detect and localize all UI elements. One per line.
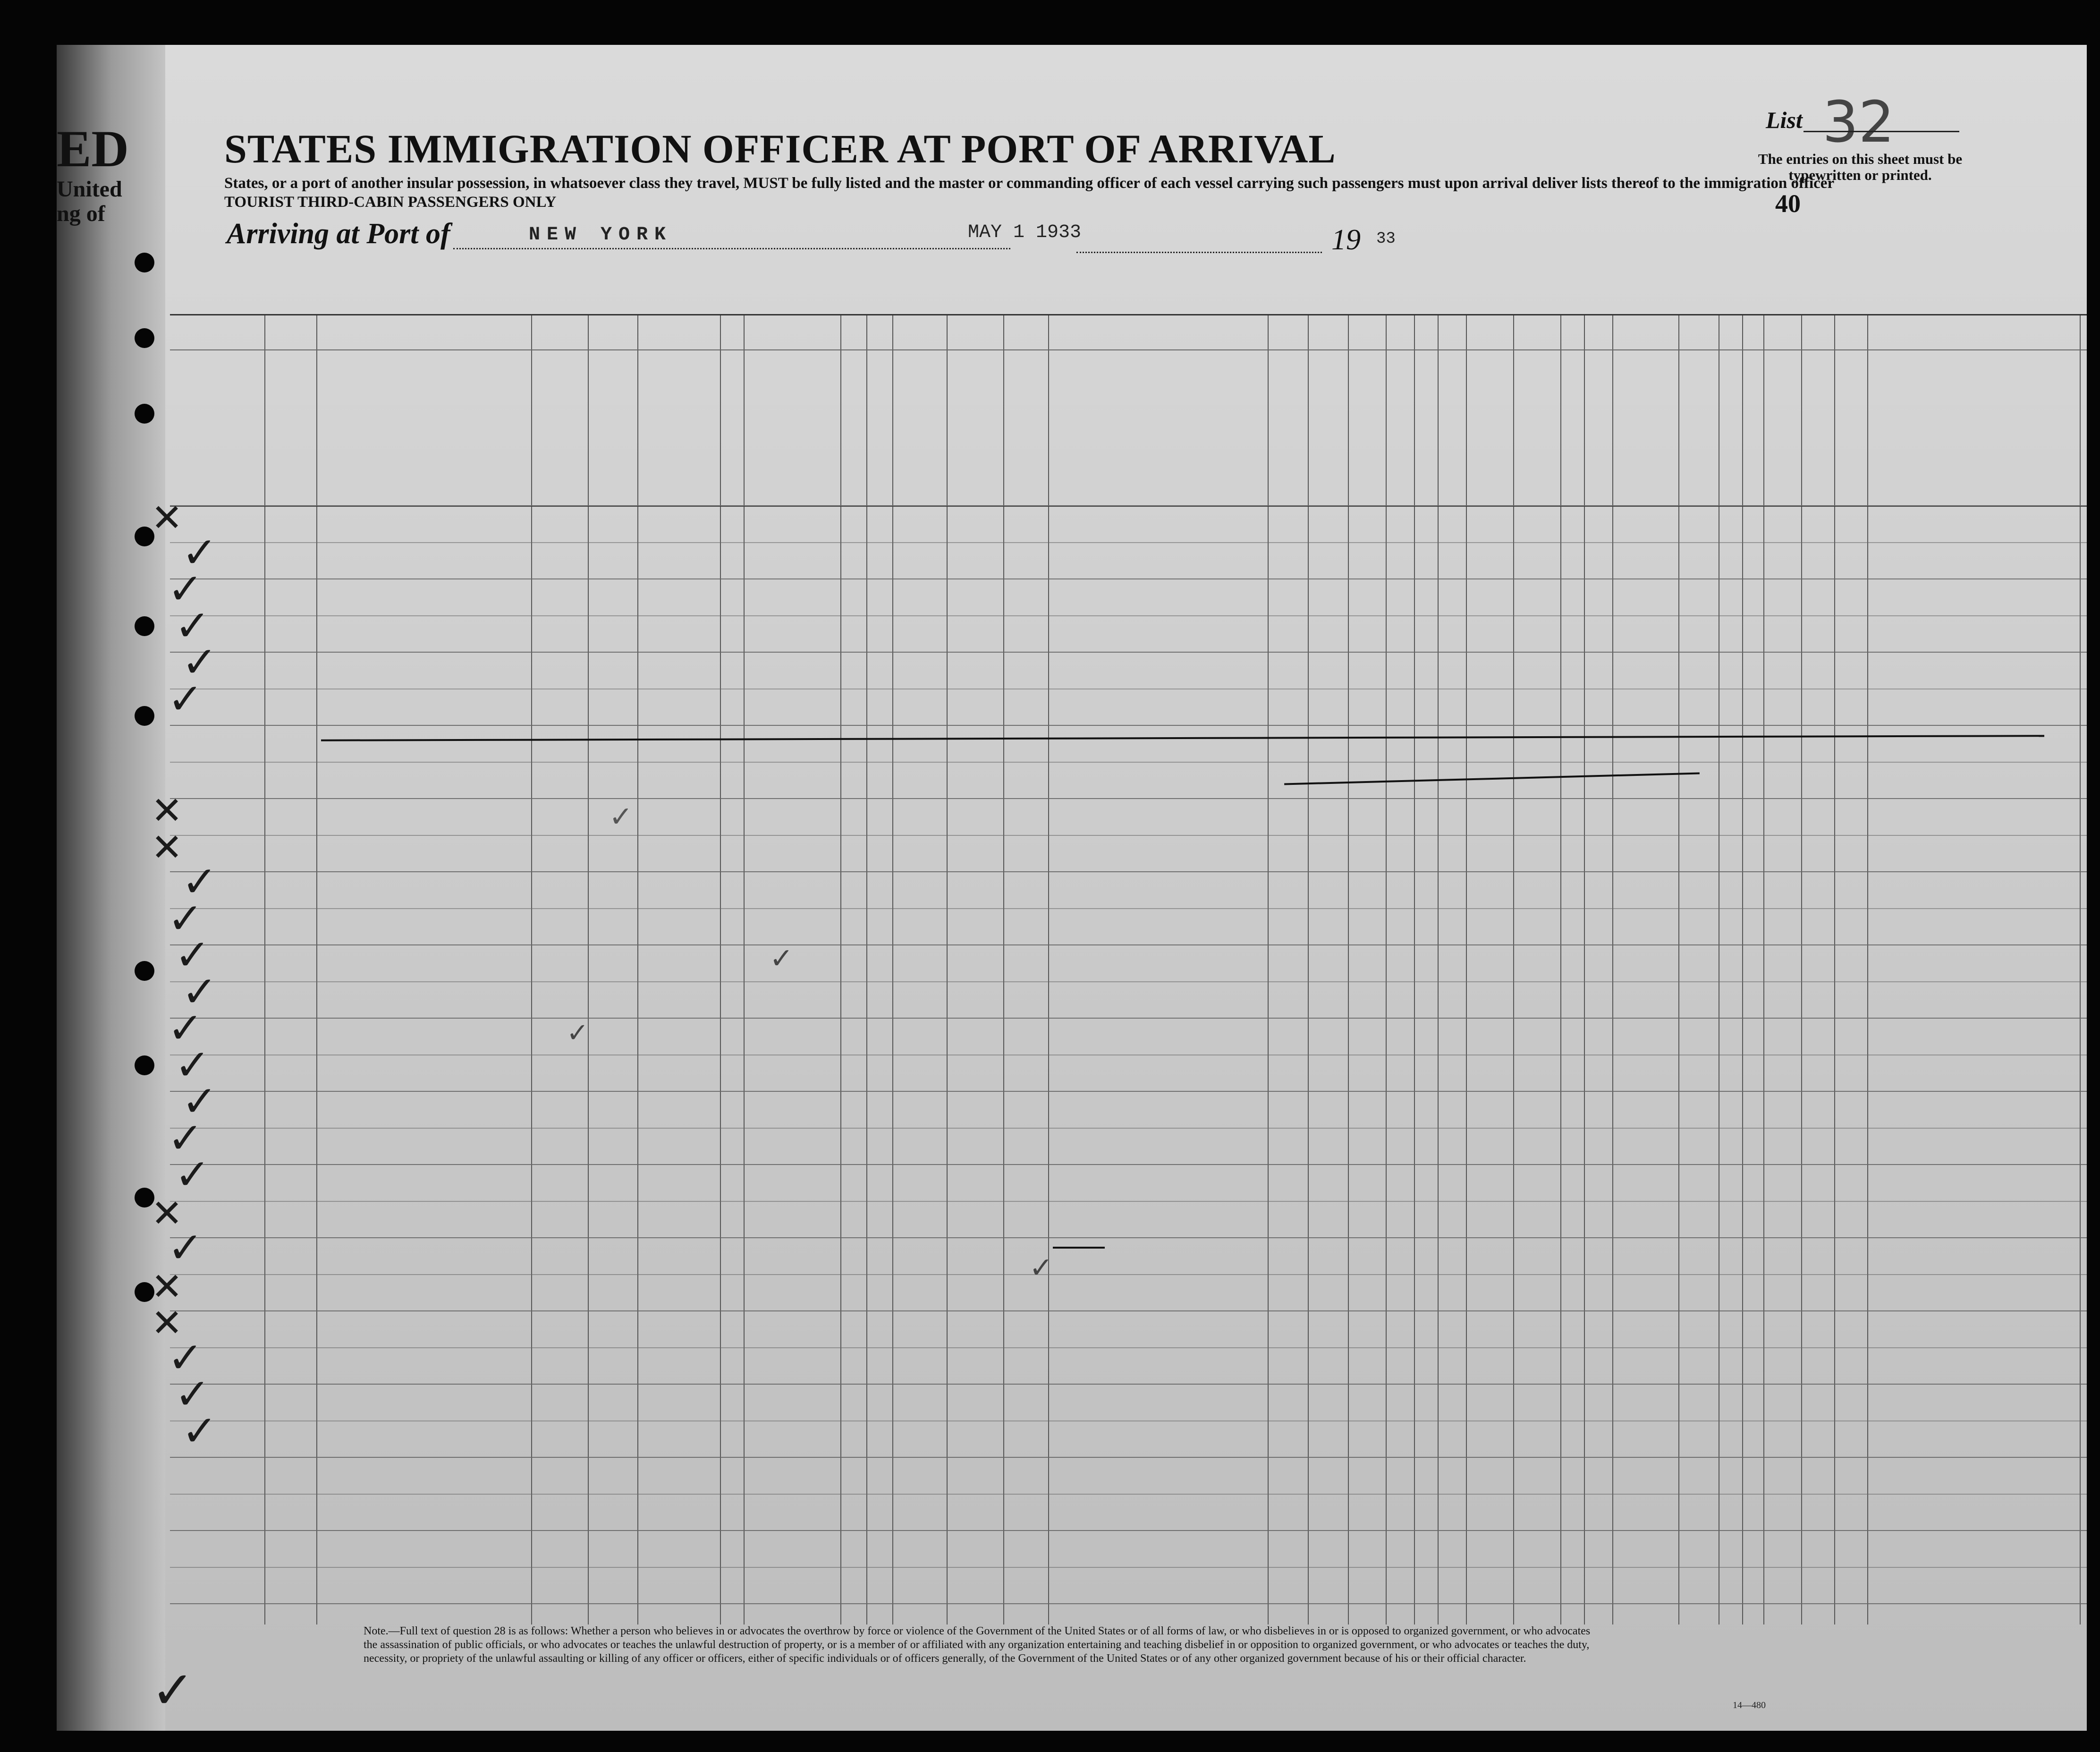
row-rule [170, 505, 2087, 506]
check-mark: ✓ [175, 1150, 211, 1199]
year-prefix: 19 [1331, 224, 1361, 256]
column-rule [1308, 314, 1309, 1624]
row-rule [170, 1494, 2087, 1495]
row-rule [170, 1457, 2087, 1458]
column-rule [1348, 314, 1349, 1624]
row-rule [170, 871, 2087, 872]
column-rule [947, 314, 948, 1624]
column-rule [1867, 314, 1868, 1624]
subtitle-class: TOURIST THIRD-CABIN PASSENGERS ONLY [224, 194, 557, 211]
row-rule [170, 1384, 2087, 1385]
check-mark: ✓ [182, 857, 218, 907]
column-rule [1612, 314, 1613, 1624]
check-mark: ✓ [1029, 1251, 1053, 1284]
row-rule [170, 652, 2087, 653]
column-rule [1386, 314, 1387, 1624]
check-mark: ✓ [168, 1004, 203, 1053]
row-rule [170, 1347, 2087, 1348]
check-mark: ✓ [567, 1018, 589, 1048]
row-rule [170, 1310, 2087, 1311]
row-rule [170, 1567, 2087, 1568]
year-suffix: 33 [1376, 230, 1396, 248]
row-rule [170, 1201, 2087, 1202]
check-mark: ✓ [168, 1333, 203, 1383]
column-rule [264, 314, 265, 1624]
row-rule [170, 1237, 2087, 1238]
column-number-rule [170, 349, 2087, 350]
row-rule [170, 1164, 2087, 1165]
margin-fragments [57, 120, 129, 226]
column-rule [588, 314, 589, 1624]
check-mark: ✓ [168, 1113, 203, 1163]
row-rule [170, 1530, 2087, 1531]
row-rule [170, 615, 2087, 616]
sheet-count: 40 [1775, 189, 1801, 218]
form-number: 14—480 [1733, 1700, 1766, 1710]
column-rule [866, 314, 867, 1624]
check-mark: ✓ [182, 1406, 218, 1456]
column-rule [1268, 314, 1269, 1624]
table-top-rule [170, 314, 2087, 315]
column-rule [1438, 314, 1439, 1624]
margin-fragment: United [57, 177, 122, 202]
strike-row21 [1053, 1247, 1105, 1249]
row-rule [170, 1091, 2087, 1092]
row-rule [170, 1603, 2087, 1604]
margin-fragment: ED [57, 120, 129, 178]
check-mark: ✓ [168, 893, 203, 944]
subtitle-instructions: States, or a port of another insular possession, in whatsoever class they travel, MUST be fully listed and the master or commanding officer of each vessel carrying such passengers must upon arrival deliver lists thereof to the immigration officer [224, 175, 1835, 192]
row-rule [170, 725, 2087, 726]
column-rule [1742, 314, 1743, 1624]
port-name: NEW YORK [529, 224, 673, 246]
row-rule [170, 944, 2087, 945]
check-mark: ✓ [182, 1077, 218, 1126]
row-rule [170, 1128, 2087, 1129]
x-mark: ✕ [151, 496, 183, 540]
footnote: Note.—Full text of question 28 is as follows: Whether a person who believes in or advocates the overthrow by force or violence of the Government of the United States or of all forms of law, or who disbelieves in or is opposed to organized government, or who advocates the assassination of public officials, or who advocates or teaches the unlawful destruction of property, or is a member of or affiliated with any organization entertaining and teaching disbelief in or opposition to organized government, or who advocates or teaches the duty, necessity, or propriety of the unlawful assaulting or killing of any officer or officers, either of specific individuals or of officers generally, of the Government of the United States or of any other organized government because of his or their official character. [364, 1625, 1591, 1665]
check-mark: ✓ [182, 967, 218, 1017]
check-mark: ✓ [168, 1223, 203, 1273]
column-rule [316, 314, 317, 1624]
page-title: STATES IMMIGRATION OFFICER AT PORT OF ARRIVAL [224, 126, 1336, 171]
row-rule [170, 1420, 2087, 1421]
x-mark: ✕ [151, 1301, 183, 1345]
column-rule [1763, 314, 1764, 1624]
row-rule [170, 981, 2087, 982]
column-rule [1048, 314, 1049, 1624]
margin-fragment: ng of [57, 201, 105, 226]
row-rule [170, 1274, 2087, 1275]
year-line [1076, 252, 1322, 253]
column-rule [720, 314, 721, 1624]
list-label: List [1766, 107, 1803, 133]
check-mark: ✓ [168, 564, 203, 614]
column-rule [1414, 314, 1415, 1624]
entries-note: The entries on this sheet must be typewritten or printed. [1758, 151, 1963, 183]
manifest-sheet [57, 45, 2087, 1731]
column-rule [840, 314, 841, 1624]
strike-row7 [321, 735, 2044, 741]
x-mark: ✕ [151, 1191, 183, 1235]
x-mark: ✕ [151, 789, 183, 833]
row-rule [170, 578, 2087, 579]
row-rule [170, 542, 2087, 543]
list-number: 32 [1822, 90, 1895, 155]
punch-hole [135, 616, 154, 636]
column-rule [1513, 314, 1514, 1624]
column-rule [1003, 314, 1004, 1624]
row-rule [170, 798, 2087, 799]
column-rule [637, 314, 638, 1624]
check-mark: ✓ [175, 930, 211, 980]
column-rule [1584, 314, 1585, 1624]
column-rule [744, 314, 745, 1624]
port-line [453, 248, 1010, 249]
check-mark: ✓ [182, 638, 218, 687]
column-rule [1560, 314, 1561, 1624]
binding-crease [57, 45, 165, 1731]
column-rule [531, 314, 532, 1624]
row-rule [170, 835, 2087, 836]
column-rule [1834, 314, 1835, 1624]
punch-hole [135, 328, 154, 348]
arrival-date-stamp: MAY 1 1933 [968, 222, 1082, 243]
check-mark: ✓ [770, 942, 794, 975]
row-rule [170, 908, 2087, 909]
check-mark: ✓ [168, 674, 203, 724]
check-mark: ✓ [175, 1369, 211, 1419]
row-rule [170, 762, 2087, 763]
column-rule [892, 314, 893, 1624]
column-rule [2080, 314, 2081, 1624]
strike-row8 [1284, 772, 1700, 785]
check-mark: ✓ [182, 527, 218, 578]
column-rule [1466, 314, 1467, 1624]
check-mark: ✓ [175, 601, 211, 651]
list-underline [1804, 131, 1959, 132]
check-mark: ✓ [609, 800, 633, 833]
punch-hole [135, 1055, 154, 1075]
check-mark: ✓ [151, 1660, 195, 1720]
punch-hole [135, 961, 154, 981]
punch-hole [135, 253, 154, 272]
row-rule [170, 1018, 2087, 1019]
arriving-label: Arriving at Port of [227, 218, 450, 250]
column-rule [1678, 314, 1679, 1624]
check-mark: ✓ [175, 1040, 211, 1090]
x-mark: ✕ [151, 1264, 183, 1309]
punch-hole [135, 404, 154, 424]
punch-hole [135, 706, 154, 726]
x-mark: ✕ [151, 825, 183, 869]
column-rule [1801, 314, 1802, 1624]
